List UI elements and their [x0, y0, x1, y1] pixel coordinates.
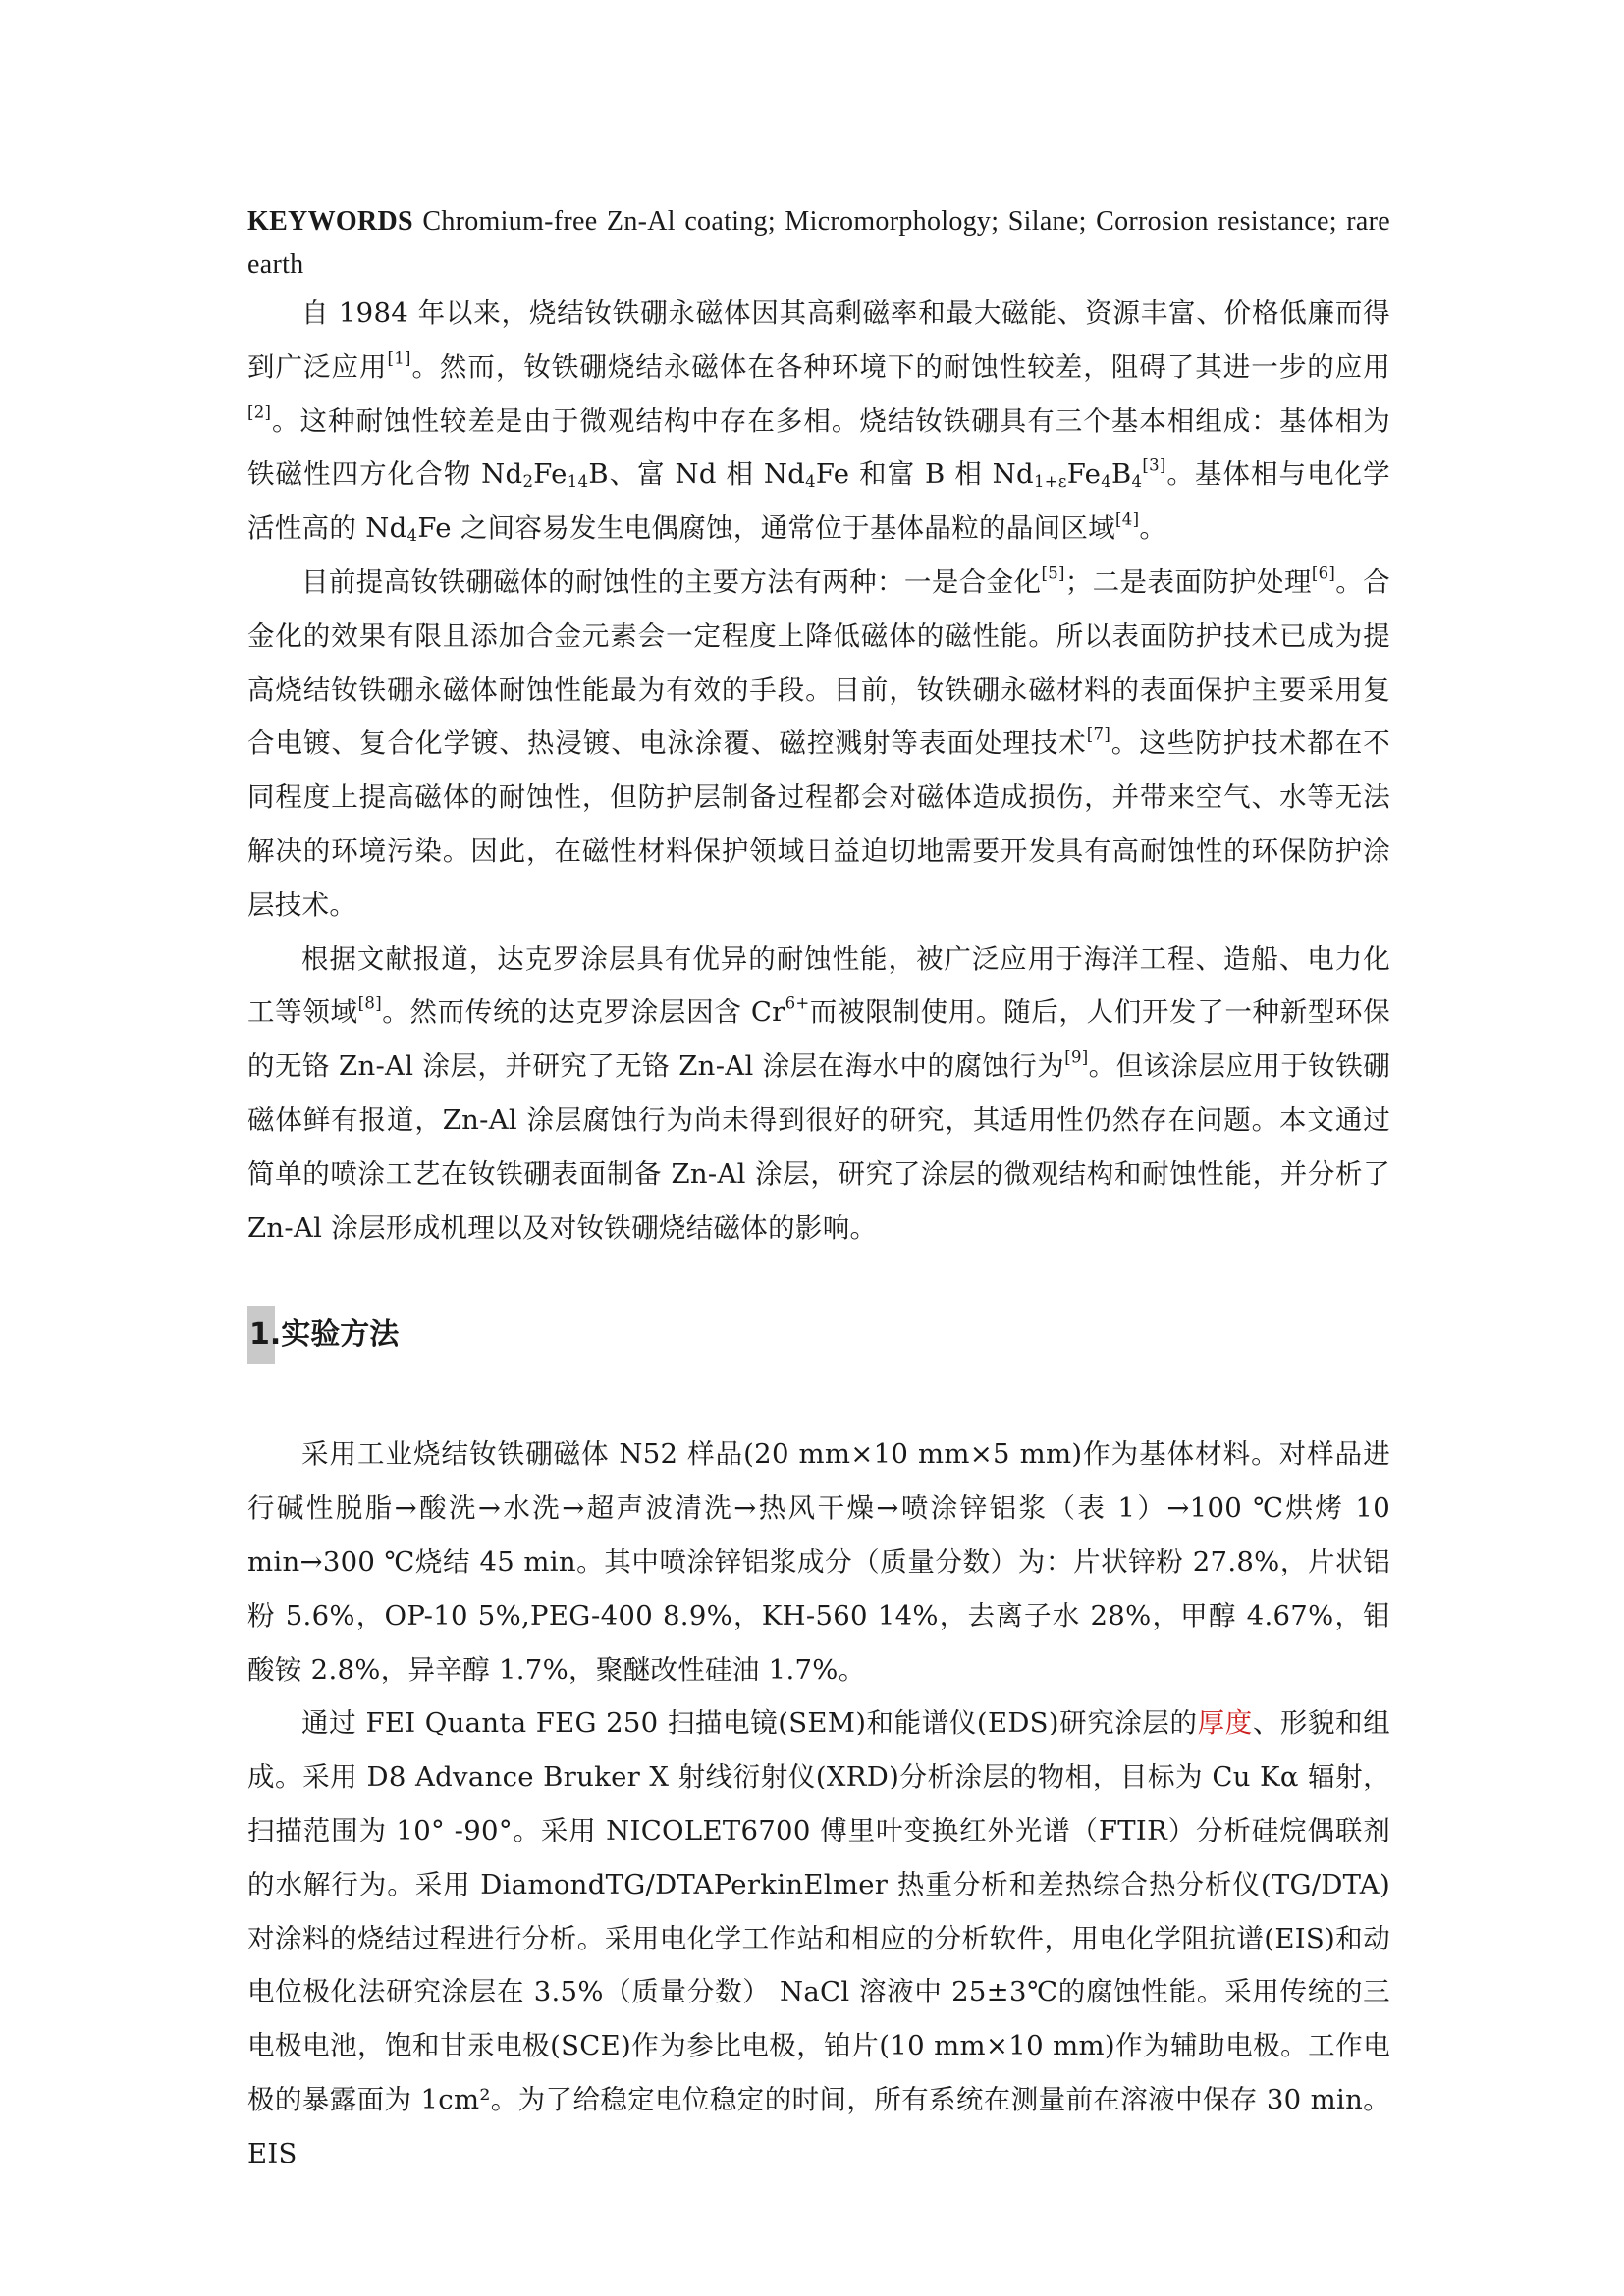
citation-3: [3]	[1142, 456, 1166, 476]
text-run: 目前提高钕铁硼磁体的耐蚀性的主要方法有两种：一是合金化	[301, 565, 1042, 598]
text-run: 。合金化的效果有限且添加合金元素会一定程度上降低磁体的磁性能。所以表面防护技术已成为提高烧结钕铁硼永磁体耐蚀性能最为有效的手段。目前，钕铁硼永磁材料的表面保护主要采用复合电镀、复合化学镀、热浸镀、电泳涂覆、磁控溅射等表面处理技术	[247, 565, 1390, 760]
subscript: 14	[567, 472, 589, 492]
text-run: 。这种耐蚀性较差是由于微观结构中存在多相。烧结钕铁硼具有三个基本相组成：基体相为铁磁性四方化合物 Nd	[247, 404, 1390, 491]
citation-5: [5]	[1041, 563, 1065, 583]
text-run: 。基体相与电化学活性高的 Nd	[247, 458, 1390, 545]
text-run: 。然而，钕铁硼烧结永磁体在各种环境下的耐蚀性较差，阻碍了其进一步的应用	[410, 350, 1391, 383]
keywords-text: Chromium-free Zn-Al coating; Micromorphology; Silane; Corrosion resistance; rare earth	[247, 206, 1390, 280]
text-run: B	[1111, 458, 1132, 491]
section-heading: 1.实验方法	[249, 1317, 400, 1353]
text-run: 。	[1139, 512, 1167, 545]
section-heading-block	[247, 1300, 1390, 1376]
text-run: 自 1984 年以来，烧结钕铁硼永磁体因其高剩磁率和最大磁能、资源丰富、价格低廉而得到广泛应用	[247, 297, 1390, 383]
chromium-charge: 6+	[785, 993, 810, 1013]
text-run: Fe 和富 B 相 Nd	[815, 458, 1034, 491]
citation-7: [7]	[1086, 725, 1111, 744]
text-run: 、形貌和组成。采用 D8 Advance Bruker X 射线衍射仪(XRD)分析涂层的物相，目标为 Cu Kα 辐射，扫描范围为 10° -90°。采用 NICOLET6700 傅里叶变换红外光谱（FTIR）分析硅烷偶联剂的水解行为。采用 DiamondTG/DTAPerkinElmer 热重分析和差热综合热分析仪(TG/DTA)对涂料的烧结过程进行分析。采用电化学工作站和相应的分析软件，用电化学阻抗谱(EIS)和动电位极化法研究涂层在 3.5%（质量分数） NaCl 溶液中 25±3℃的腐蚀性能。采用传统的三电极电池，饱和甘汞电极(SCE)作为参比电极，铂片(10 mm×10 mm)作为辅助电极。工作电极的暴露面为 1cm²。为了给稳定电位稳定的时间，所有系统在测量前在溶液中保存 30 min。EIS	[247, 1707, 1391, 2169]
methods-paragraph-2	[247, 1696, 1390, 2180]
citation-6: [6]	[1311, 563, 1336, 583]
text-run: 。但该涂层应用于钕铁硼磁体鲜有报道，Zn-Al 涂层腐蚀行为尚未得到很好的研究，其适用性仍然存在问题。本文通过简单的喷涂工艺在钕铁硼表面制备 Zn-Al 涂层，研究了涂层的微观结构和耐蚀性能，并分析了 Zn-Al 涂层形成机理以及对钕铁硼烧结磁体的影响。	[247, 1050, 1390, 1244]
text-run: 通过 FEI Quanta FEG 250 扫描电镜(SEM)和能谱仪(EDS)研究涂层的	[301, 1707, 1198, 1739]
text-run: B、富 Nd 相 Nd	[588, 458, 806, 491]
citation-9: [9]	[1064, 1047, 1089, 1067]
citation-8: [8]	[357, 993, 382, 1013]
subscript: 4	[805, 472, 816, 492]
text-run: Fe	[1066, 458, 1102, 491]
subscript: 4	[1131, 472, 1143, 492]
intro-paragraph-2	[247, 556, 1390, 933]
intro-paragraph-1	[247, 287, 1390, 556]
text-run: ；二是表面防护处理	[1064, 565, 1312, 598]
subscript: 4	[1101, 472, 1111, 492]
document-page	[247, 200, 1390, 2181]
keywords-label: KEYWORDS	[247, 206, 413, 237]
citation-2: [2]	[247, 402, 272, 422]
spacer	[247, 1376, 1390, 1427]
citation-4: [4]	[1115, 509, 1140, 529]
subscript: 2	[522, 472, 534, 492]
text-run: 。然而传统的达克罗涂层因含 Cr	[381, 996, 785, 1029]
keywords-paragraph	[247, 200, 1390, 287]
citation-1: [1]	[387, 348, 411, 368]
intro-paragraph-3	[247, 933, 1390, 1255]
methods-paragraph-1: 采用工业烧结钕铁硼磁体 N52 样品(20 mm×10 mm×5 mm)作为基体材料。对样品进行碱性脱脂→酸洗→水洗→超声波清洗→热风干燥→喷涂锌铝浆（表 1）→100 ℃烘烤 10 min→300 ℃烧结 45 min。其中喷涂锌铝浆成分（质量分数）为：片状锌粉 27.8%，片状铝粉 5.6%，OP-10 5%,PEG-400 8.9%，KH-560 14%，去离子水 28%，甲醇 4.67%，钼酸铵 2.8%，异辛醇 1.7%，聚醚改性硅油 1.7%。	[247, 1438, 1390, 1685]
text-run: Fe	[533, 458, 568, 491]
text-run: Fe 之间容易发生电偶腐蚀，通常位于基体晶粒的晶间区域	[417, 512, 1116, 545]
subscript: 4	[406, 526, 418, 546]
text-run: 。这些防护技术都在不同程度上提高磁体的耐蚀性，但防护层制备过程都会对磁体造成损伤，并带来空气、水等无法解决的环境污染。因此，在磁性材料保护领域日益迫切地需要开发具有高耐蚀性的环保防护涂层技术。	[247, 727, 1391, 921]
highlighted-term: 厚度	[1197, 1707, 1253, 1739]
text-run: 根据文献报道，达克罗涂层具有优异的耐蚀性能，被广泛应用于海洋工程、造船、电力化工等领域	[247, 942, 1390, 1029]
text-run: 而被限制使用。随后，人们开发了一种新型环保的无铬 Zn-Al 涂层，并研究了无铬 Zn-Al 涂层在海水中的腐蚀行为	[247, 996, 1390, 1083]
subscript: 1+ε	[1033, 472, 1067, 492]
